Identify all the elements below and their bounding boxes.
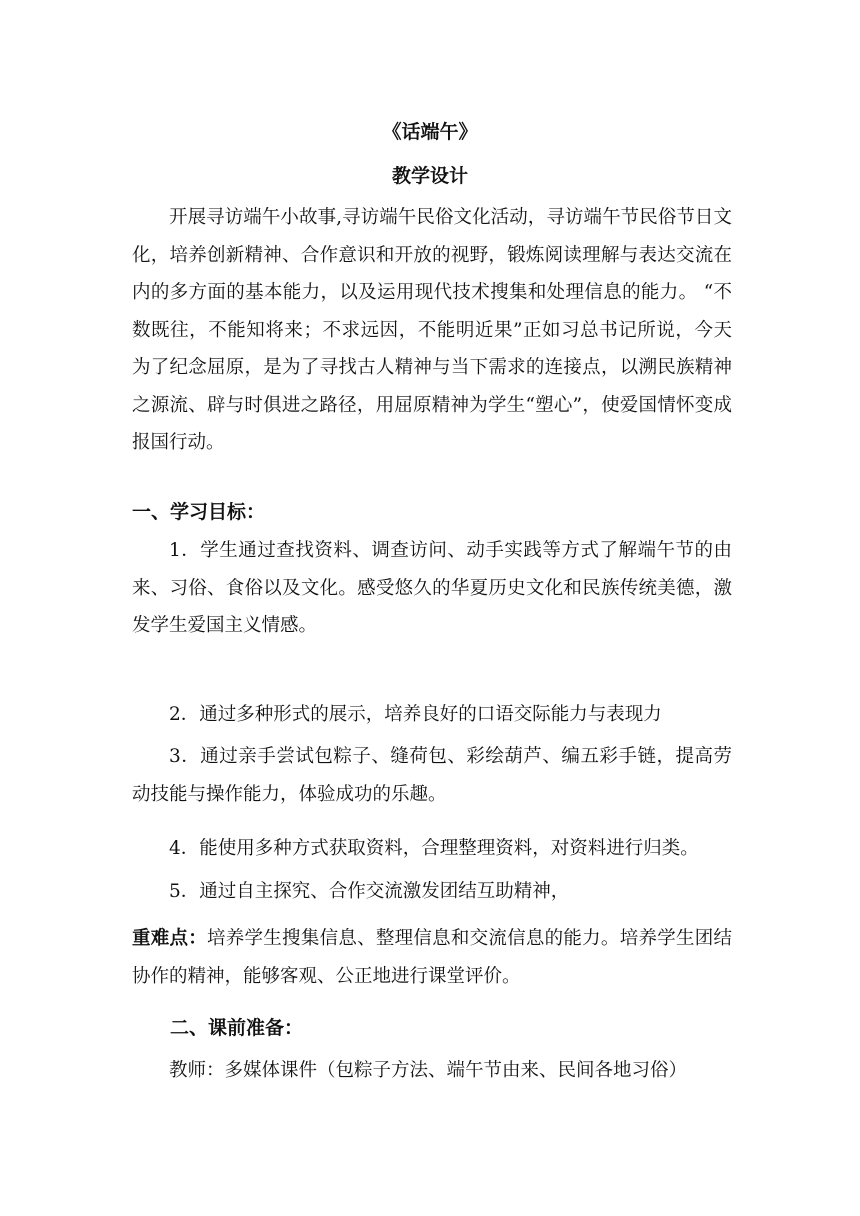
intro-text: 开展寻访端午小故事,寻访端午民俗文化活动，寻访端午节民俗节日文化，培养创新精神、合作意识和开放的视野，锻炼阅读理解与表达交流在内的多方面的基本能力，以及运用现代技术搜集和处理信息的能力。 “不数既往，不能知将来；不求远因，不能明近果”正如习总书记所说，今天为了纪念屈原，是为了寻找古人精神与当下需求的连接点，以溯民族精神之源流、辟与时俱进之路径，用屈原精神为学生“塑心”，使爱国情怀变成报国行动。	[132, 207, 732, 453]
section-heading-goals: 一、学习目标：	[132, 501, 266, 523]
key-points-text: 培养学生搜集信息、整理信息和交流信息的能力。培养学生团结协作的精神，能够客观、公正地进行课堂评价。	[132, 928, 732, 987]
intro-paragraph	[132, 199, 732, 462]
teacher-preparation: 教师：多媒体课件（包粽子方法、端午节由来、民间各地习俗）	[169, 1060, 688, 1081]
goal-item-3: 3．通过亲手尝试包粽子、缝荷包、彩绘葫芦、编五彩手链，提高劳动技能与操作能力，体验成功的乐趣。	[132, 746, 732, 805]
goal-item-1: 1．学生通过查找资料、调查访问、动手实践等方式了解端午节的由来、习俗、食俗以及文化。感受悠久的华夏历史文化和民族传统美德，激发学生爱国主义情感。	[132, 540, 732, 636]
section-heading-preparation: 二、课前准备：	[170, 1017, 304, 1039]
goal-item-4: 4．能使用多种方式获取资料，合理整理资料，对资料进行归类。	[169, 838, 699, 859]
key-points	[132, 920, 732, 995]
key-points-label: 重难点：	[132, 928, 208, 949]
goal-item-2: 2．通过多种形式的展示，培养良好的口语交际能力与表现力	[169, 704, 662, 725]
document-title: 《话端午》	[382, 121, 478, 143]
document-subtitle: 教学设计	[391, 165, 468, 187]
goal-item-5: 5．通过自主探究、合作交流激发团结互助精神，	[169, 881, 570, 902]
